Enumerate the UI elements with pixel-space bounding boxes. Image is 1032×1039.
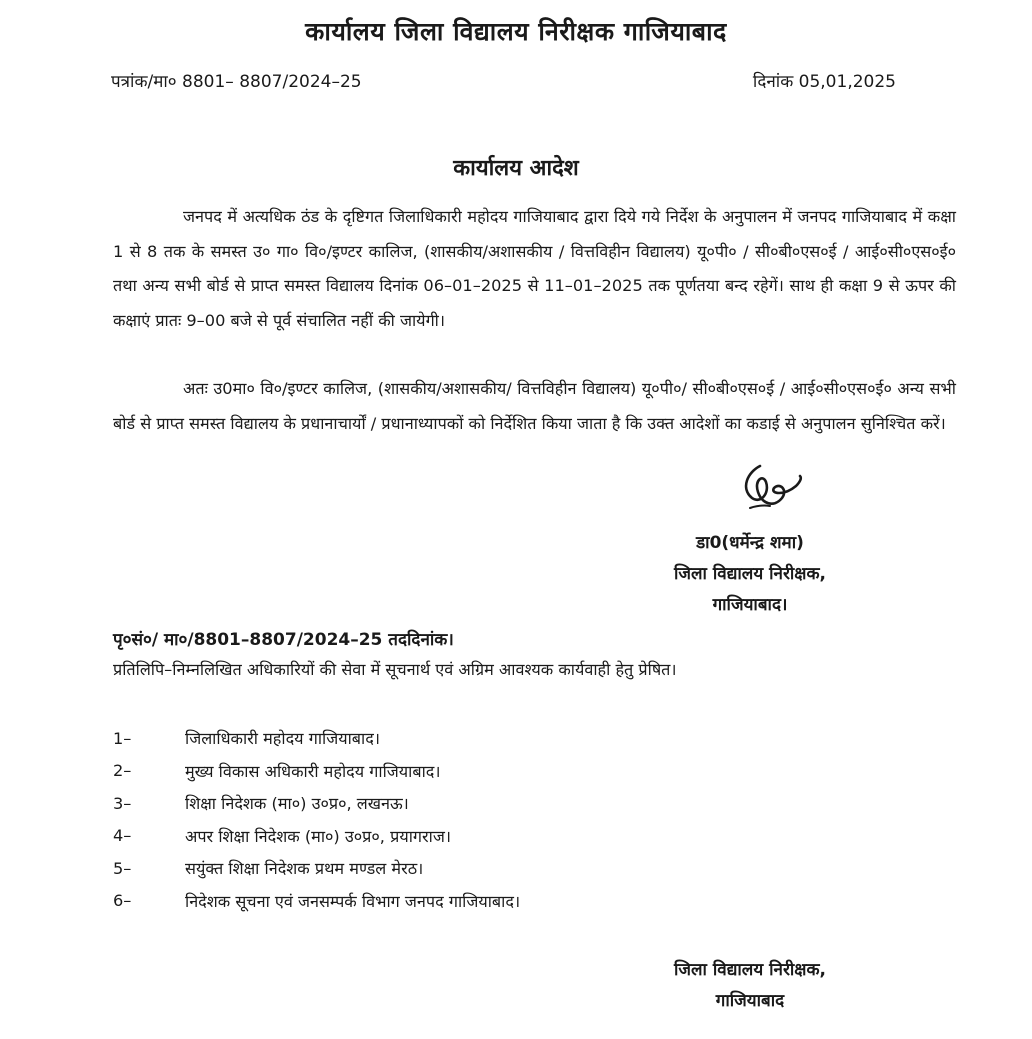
handwritten-signature [730,458,810,514]
list-item [113,820,520,853]
item-number: 3– [113,793,132,813]
footer-signatory-location: गाजियाबाद [715,991,785,1011]
recipient-list [113,722,520,917]
signatory-name: डा0(धर्मेन्द्र शमा) [696,533,804,553]
list-item [113,787,520,820]
item-text: जिलाधिकारी महोदय गाजियाबाद। [185,729,380,749]
copy-reference: पृ०सं०/ मा०/8801–8807/2024–25 तददिनांक। [113,630,454,650]
order-paragraph-1: जनपद में अत्यधिक ठंड के दृष्टिगत जिलाधिकारी महोदय गाजियाबाद द्वारा दिये गये निर्देश के अनुपालन में जनपद गाजियाबाद में कक्षा 1 से 8 तक के समस्त उ० गा० वि०/इण्टर कालिज, (शासकीय/अशासकीय / वित्तविहीन विद्यालय) यू०पी० / सी०बी०एस०ई / आई०सी०एस०ई० तथा अन्य सभी बोर्ड से प्राप्त समस्त विद्यालय दिनांक 06–01–2025 से 11–01–2025 तक पूर्णतया बन्द रहेगें। साथ ही कक्षा 9 से ऊपर की कक्षाएं प्रातः 9–00 बजे से पूर्व संचालित नहीं की जायेगी। [113,207,956,330]
item-text: निदेशक सूचना एवं जनसम्पर्क विभाग जनपद गाजियाबाद। [185,891,521,911]
office-title: कार्यालय जिला विद्यालय निरीक्षक गाजियाबाद [305,17,727,46]
item-number: 4– [113,826,132,846]
copy-intro: प्रतिलिपि–निम्नलिखित अधिकारियों की सेवा में सूचनार्थ एवं अग्रिम आवश्यक कार्यवाही हेतु प्रेषित। [113,660,677,679]
reference-number: पत्रांक/मा० 8801– 8807/2024–25 [111,72,362,92]
order-paragraph-2: अतः उ0मा० वि०/इण्टर कालिज, (शासकीय/अशासकीय/ वित्तविहीन विद्यालय) यू०पी०/ सी०बी०एस०ई / आई०सी०एस०ई० अन्य सभी बोर्ड से प्राप्त समस्त विद्यालय के प्रधानाचार्यों / प्रधानाध्यापकों को निर्देशित किया जाता है कि उक्त आदेशों का कडाई से अनुपालन सुनिश्चित करें। [113,379,956,433]
item-number: 6– [113,891,132,911]
list-item [113,722,520,755]
list-item [113,755,520,788]
item-text: अपर शिक्षा निदेशक (मा०) उ०प्र०, प्रयागराज। [185,826,451,846]
list-item [113,885,520,918]
order-date: दिनांक 05,01,2025 [752,72,896,92]
footer-signatory-designation: जिला विद्यालय निरीक्षक, [673,960,827,980]
item-number: 2– [113,761,132,781]
item-number: 5– [113,858,132,878]
item-number: 1– [113,728,132,748]
signatory-location: गाजियाबाद। [712,595,788,615]
item-text: मुख्य विकास अधिकारी महोदय गाजियाबाद। [185,761,441,781]
order-heading: कार्यालय आदेश [453,156,579,181]
item-text: सयुंक्त शिक्षा निदेशक प्रथम मण्डल मेरठ। [185,859,424,879]
signatory-designation: जिला विद्यालय निरीक्षक, [673,564,827,584]
signatory-block [600,528,900,621]
footer-signatory-block [600,955,900,1017]
item-text: शिक्षा निदेशक (मा०) उ०प्र०, लखनऊ। [185,794,409,814]
list-item [113,852,520,885]
